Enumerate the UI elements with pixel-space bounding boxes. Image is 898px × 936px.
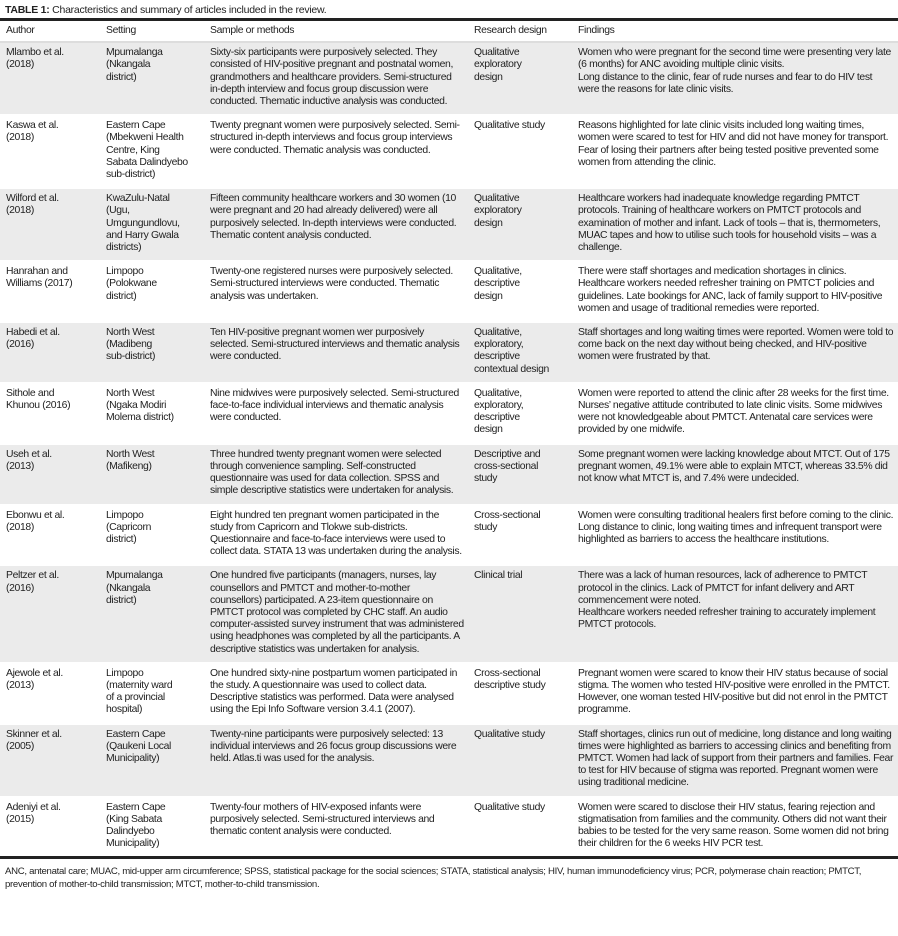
- cell-setting: KwaZulu-Natal (Ugu, Umgungundlovu, and Harry Gwala districts): [100, 188, 204, 261]
- cell-sample-methods: Nine midwives were purposively selected. Semi-structured face-to-face individual interviews and thematic analysis were conducted.: [204, 383, 468, 444]
- cell-research-design: Qualitative exploratory design: [468, 42, 572, 115]
- cell-findings: Staff shortages, clinics run out of medicine, long distance and long waiting times were highlighted as barriers to accessing clinics and benefiting from PMTCT. Women had lack of support from their partners and families. Fear to test for HIV because of stigma was reported. Pregnant women were using traditional medicine.: [572, 724, 898, 797]
- table-row: [0, 724, 898, 797]
- cell-setting: Eastern Cape (Mbekweni Health Centre, King Sabata Dalindyebo sub-district): [100, 115, 204, 188]
- table-row: [0, 261, 898, 322]
- cell-sample-methods: Fifteen community healthcare workers and 30 women (10 were pregnant and 20 had already delivered) were all purposively selected. In-depth interviews were conducted. Thematic content analysis conducted.: [204, 188, 468, 261]
- cell-setting: Mpumalanga (Nkangala district): [100, 42, 204, 115]
- cell-research-design: Clinical trial: [468, 565, 572, 662]
- cell-research-design: Qualitative study: [468, 115, 572, 188]
- cell-findings: There were staff shortages and medication shortages in clinics. Healthcare workers needed refresher training on PMTCT policies and guidelines. Late bookings for ANC, lack of family support to HIV-positive women and usage of traditional remedies were reported.: [572, 261, 898, 322]
- cell-research-design: Qualitative, descriptive design: [468, 261, 572, 322]
- cell-sample-methods: One hundred five participants (managers, nurses, lay counsellors and PMTCT and mother-to-mother counsellors) participated. A 23-item questionnaire on PMTCT protocol was completed by CHC staff. An audio computer-assisted survey instrument that was administered using headphones was completed by all the participants. A descriptive statistics was undertaken for analysis.: [204, 565, 468, 662]
- cell-sample-methods: One hundred sixty-nine postpartum women participated in the study. A questionnaire was used to collect data. Descriptive statistics was performed. Data were analysed using the Epi Info Software version 3.4.1 (2007).: [204, 663, 468, 724]
- table-row: [0, 322, 898, 383]
- cell-findings: Pregnant women were scared to know their HIV status because of social stigma. The women who tested HIV-positive were enrolled in the PMTCT. However, one woman tested HIV-positive but did not enrol in the PMTCT programme.: [572, 663, 898, 724]
- cell-author: Hanrahan and Williams (2017): [0, 261, 100, 322]
- table-footnote: ANC, antenatal care; MUAC, mid-upper arm circumference; SPSS, statistical package for the social sciences; STATA, statistical analysis; HIV, human immunodeficiency virus; PCR, polymerase chain reaction; PMTCT, prevention of mother-to-child transmission; MTCT, mother-to-child transmission.: [5, 866, 862, 890]
- cell-research-design: Qualitative, exploratory, descriptive design: [468, 383, 572, 444]
- cell-sample-methods: Twenty-one registered nurses were purposively selected. Semi-structured interviews were conducted. Thematic analysis was undertaken.: [204, 261, 468, 322]
- table-row: [0, 505, 898, 566]
- cell-author: Ajewole et al. (2013): [0, 663, 100, 724]
- header-author: Author: [0, 20, 100, 43]
- cell-sample-methods: Twenty-nine participants were purposively selected: 13 individual interviews and 26 focus group discussions were held. Atlas.ti was used for the analysis.: [204, 724, 468, 797]
- cell-author: Adeniyi et al. (2015): [0, 797, 100, 858]
- cell-setting: Limpopo (Capricorn district): [100, 505, 204, 566]
- cell-author: Mlambo et al. (2018): [0, 42, 100, 115]
- cell-setting: Limpopo (maternity ward of a provincial hospital): [100, 663, 204, 724]
- cell-author: Kaswa et al. (2018): [0, 115, 100, 188]
- cell-findings: Women who were pregnant for the second time were presenting very late (6 months) for ANC avoiding multiple clinic visits. Long distance to the clinic, fear of rude nurses and fear to do HIV test were the reasons for late clinic visits.: [572, 42, 898, 115]
- cell-author: Ebonwu et al. (2018): [0, 505, 100, 566]
- header-setting: Setting: [100, 20, 204, 43]
- header-findings: Findings: [572, 20, 898, 43]
- cell-setting: Eastern Cape (Qaukeni Local Municipality): [100, 724, 204, 797]
- cell-findings: Women were scared to disclose their HIV status, fearing rejection and stigmatisation from families and the community. Others did not want their babies to be tested for the very same reason. Some women did not bring their children for the 6 weeks HIV PCR test.: [572, 797, 898, 858]
- cell-research-design: Qualitative study: [468, 797, 572, 858]
- table-row: [0, 797, 898, 858]
- cell-author: Skinner et al. (2005): [0, 724, 100, 797]
- cell-setting: Eastern Cape (King Sabata Dalindyebo Municipality): [100, 797, 204, 858]
- cell-findings: Staff shortages and long waiting times were reported. Women were told to come back on the next day without being checked, and HIV-positive women were frustrated by that.: [572, 322, 898, 383]
- cell-sample-methods: Twenty-four mothers of HIV-exposed infants were purposively selected. Semi-structured interviews and thematic content analysis were conducted.: [204, 797, 468, 858]
- cell-author: Habedi et al. (2016): [0, 322, 100, 383]
- cell-author: Sithole and Khunou (2016): [0, 383, 100, 444]
- table-row: [0, 663, 898, 724]
- table-row: [0, 188, 898, 261]
- cell-author: Useh et al. (2013): [0, 444, 100, 505]
- header-row: [0, 20, 898, 43]
- cell-sample-methods: Twenty pregnant women were purposively selected. Semi-structured in-depth interviews and focus group interviews were conducted. Thematic analysis was conducted.: [204, 115, 468, 188]
- cell-findings: There was a lack of human resources, lack of adherence to PMTCT protocol in the clinics. Lack of PMTCT for infant delivery and ART commencement were noted. Healthcare workers needed refresher training to accurately implement PMTCT protocols.: [572, 565, 898, 662]
- table-row: [0, 42, 898, 115]
- cell-setting: Mpumalanga (Nkangala district): [100, 565, 204, 662]
- caption-text: Characteristics and summary of articles included in the review.: [49, 4, 327, 16]
- cell-sample-methods: Ten HIV-positive pregnant women wer purposively selected. Semi-structured interviews and thematic analysis were conducted.: [204, 322, 468, 383]
- cell-author: Peltzer et al. (2016): [0, 565, 100, 662]
- cell-research-design: Qualitative study: [468, 724, 572, 797]
- cell-findings: Women were reported to attend the clinic after 28 weeks for the first time. Nurses’ negative attitude contributed to late clinic visits. Some midwives were not knowledgeable about PMTCT. Antenatal care services were provided by one midwife.: [572, 383, 898, 444]
- cell-research-design: Cross-sectional descriptive study: [468, 663, 572, 724]
- cell-setting: North West (Madibeng sub-district): [100, 322, 204, 383]
- table-row: [0, 565, 898, 662]
- cell-research-design: Descriptive and cross-sectional study: [468, 444, 572, 505]
- cell-findings: Healthcare workers had inadequate knowledge regarding PMTCT protocols. Training of healthcare workers on PMTCT protocols and examination of mother and infant. Lack of tools – that is, thermometers, MUAC tapes and how to utilise such tools for household visits – was a challenge.: [572, 188, 898, 261]
- cell-setting: Limpopo (Polokwane district): [100, 261, 204, 322]
- table-row: [0, 383, 898, 444]
- cell-research-design: Qualitative exploratory design: [468, 188, 572, 261]
- header-sample: Sample or methods: [204, 20, 468, 43]
- cell-author: Wilford et al. (2018): [0, 188, 100, 261]
- cell-research-design: Cross-sectional study: [468, 505, 572, 566]
- cell-sample-methods: Sixty-six participants were purposively selected. They consisted of HIV-positive pregnant and postnatal women, grandmothers and healthcare providers. Semi-structured in-depth interview and focus group discussion were conducted. Thematic inductive analysis was conducted.: [204, 42, 468, 115]
- articles-table: [0, 18, 898, 859]
- cell-findings: Reasons highlighted for late clinic visits included long waiting times, women were scared to test for HIV and did not have money for transport. Fear of losing their partners after being tested positive prevented some women from attending the clinic.: [572, 115, 898, 188]
- table-row: [0, 444, 898, 505]
- table-row: [0, 115, 898, 188]
- cell-findings: Some pregnant women were lacking knowledge about MTCT. Out of 175 pregnant women, 49.1% were able to explain MTCT, whereas 33.5% did not know what MTCT is, and 7.4% were undecided.: [572, 444, 898, 505]
- cell-setting: North West (Ngaka Modiri Molema district): [100, 383, 204, 444]
- cell-setting: North West (Mafikeng): [100, 444, 204, 505]
- cell-sample-methods: Three hundred twenty pregnant women were selected through convenience sampling. Self-constructed questionnaire was used for data collection. SPSS and simple descriptive statistics were undertaken for analysis.: [204, 444, 468, 505]
- caption-label: TABLE 1:: [5, 4, 50, 16]
- header-design: Research design: [468, 20, 572, 43]
- cell-research-design: Qualitative, exploratory, descriptive contextual design: [468, 322, 572, 383]
- table-caption: [0, 3, 898, 18]
- cell-sample-methods: Eight hundred ten pregnant women participated in the study from Capricorn and Tlokwe sub-districts. Questionnaire and face-to-face interviews were used to collect data. STATA 13 was undertaken during the analysis.: [204, 505, 468, 566]
- cell-findings: Women were consulting traditional healers first before coming to the clinic. Long distance to clinic, long waiting times and infrequent transport were highlighted as barriers to access the healthcare institutions.: [572, 505, 898, 566]
